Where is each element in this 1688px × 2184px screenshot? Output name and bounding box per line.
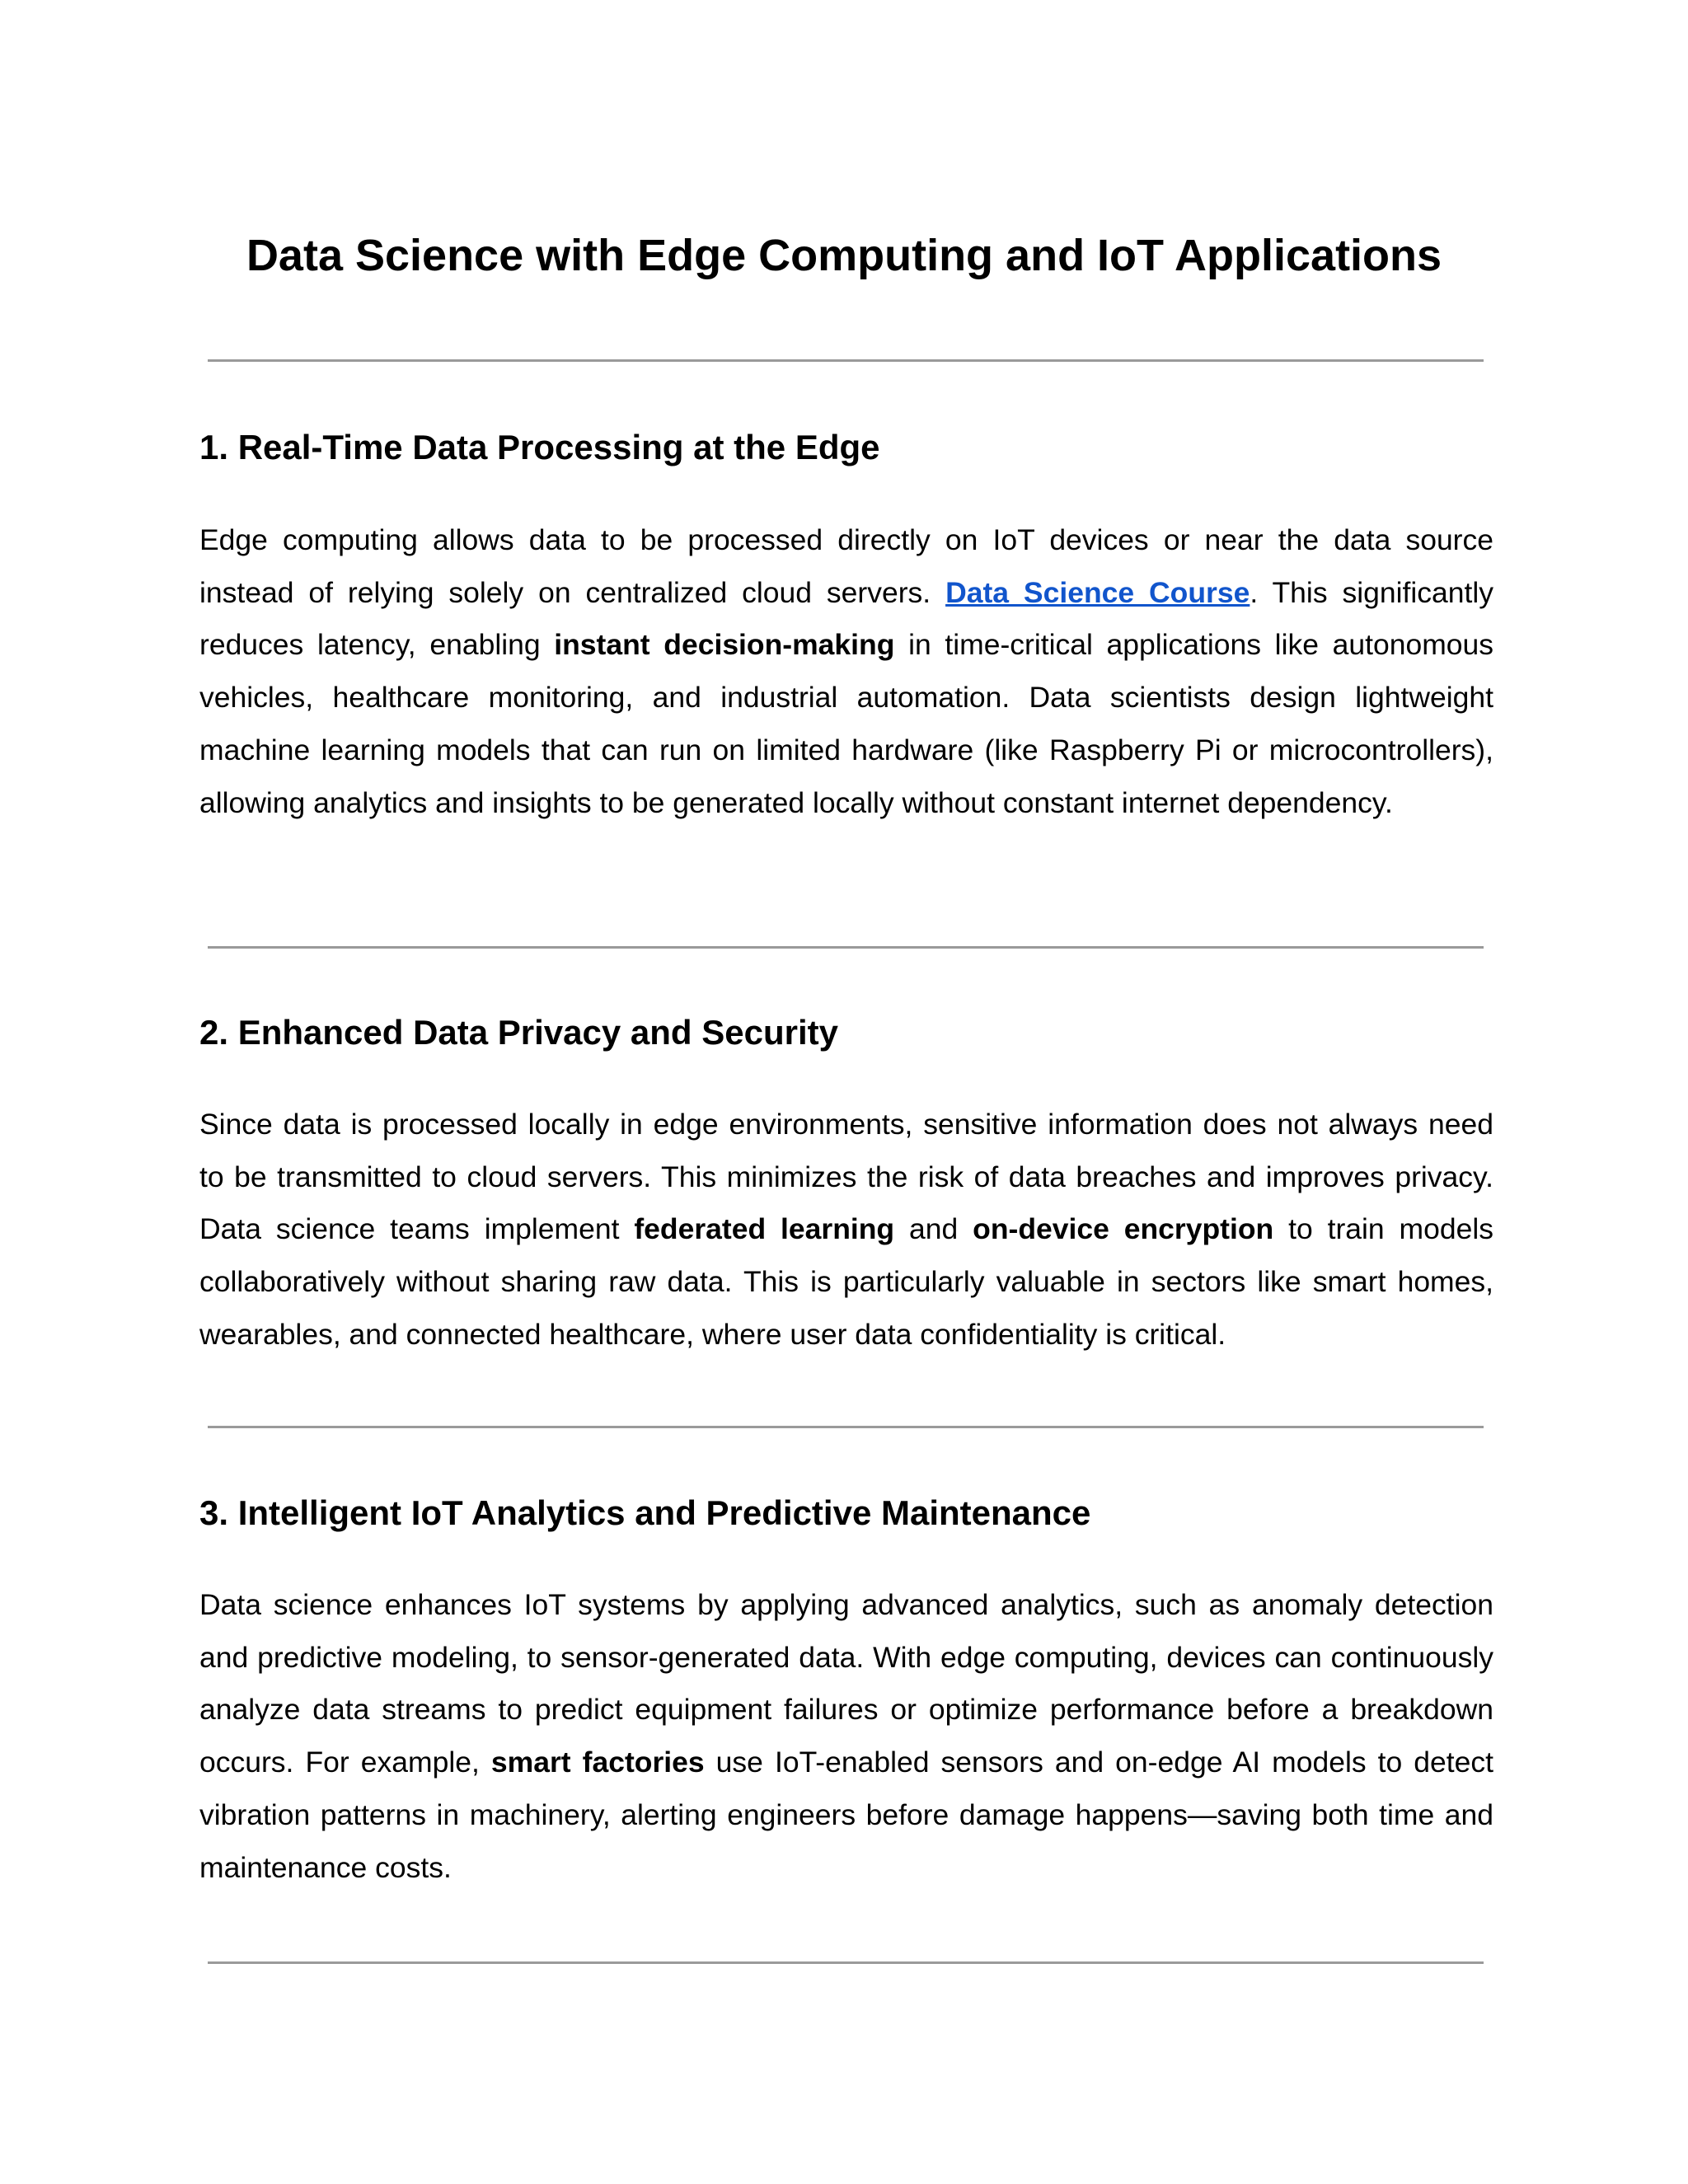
horizontal-divider bbox=[208, 1961, 1484, 1964]
paragraph-text: Since data is processed locally in edge environments, sensitive information does not always need to be transmitted to cloud servers. This minimizes the risk of data breaches and improves privacy. Data science teams implement bbox=[199, 1108, 1493, 1246]
paragraph-text: Edge computing allows data to be processed directly on IoT devices or near the data source instead of relying solely on centralized cloud servers. bbox=[199, 523, 1493, 609]
data-science-course-link[interactable]: Data Science Course bbox=[945, 575, 1250, 609]
paragraph-text: Data science enhances IoT systems by applying advanced analytics, such as anomaly detection and predictive modeling, to sensor-generated data. With edge computing, devices can continuously analyze data streams to predict equipment failures or optimize performance before a breakdown occurs. For example, bbox=[199, 1588, 1493, 1779]
bold-phrase: on-device encryption bbox=[973, 1212, 1274, 1246]
section-paragraph-privacy-security bbox=[199, 1099, 1493, 1361]
horizontal-divider bbox=[208, 1426, 1484, 1428]
section-paragraph-real-time-processing bbox=[199, 514, 1493, 829]
paragraph-text: . This significantly reduces latency, enabling bbox=[199, 575, 1493, 662]
paragraph-text: and bbox=[894, 1212, 973, 1246]
document-title: Data Science with Edge Computing and IoT Applications bbox=[246, 231, 1442, 280]
bold-phrase: federated learning bbox=[634, 1212, 895, 1246]
paragraph-text: use IoT-enabled sensors and on-edge AI models to detect vibration patterns in machinery, alerting engineers before damage happens—saving both time and maintenance costs. bbox=[199, 1746, 1493, 1884]
paragraph-text: in time-critical applications like autonomous vehicles, healthcare monitoring, and industrial automation. Data scientists design lightweight machine learning models that can run on limited hardware (like Raspberry Pi or microcontrollers), allowing analytics and insights to be generated locally without constant internet dependency. bbox=[199, 628, 1494, 819]
section-heading-real-time-processing: 1. Real-Time Data Processing at the Edge bbox=[199, 428, 880, 466]
section-paragraph-predictive-maintenance bbox=[199, 1579, 1493, 1894]
horizontal-divider bbox=[208, 946, 1484, 949]
section-heading-privacy-security: 2. Enhanced Data Privacy and Security bbox=[199, 1013, 838, 1052]
horizontal-divider bbox=[208, 359, 1484, 362]
bold-phrase: instant decision-making bbox=[554, 628, 895, 662]
bold-phrase: smart factories bbox=[490, 1746, 705, 1779]
section-heading-predictive-maintenance: 3. Intelligent IoT Analytics and Predictive Maintenance bbox=[199, 1493, 1091, 1532]
paragraph-text: to train models collaboratively without sharing raw data. This is particularly valuable in sectors like smart homes, wearables, and connected healthcare, where user data confidentiality is critical. bbox=[199, 1212, 1493, 1351]
